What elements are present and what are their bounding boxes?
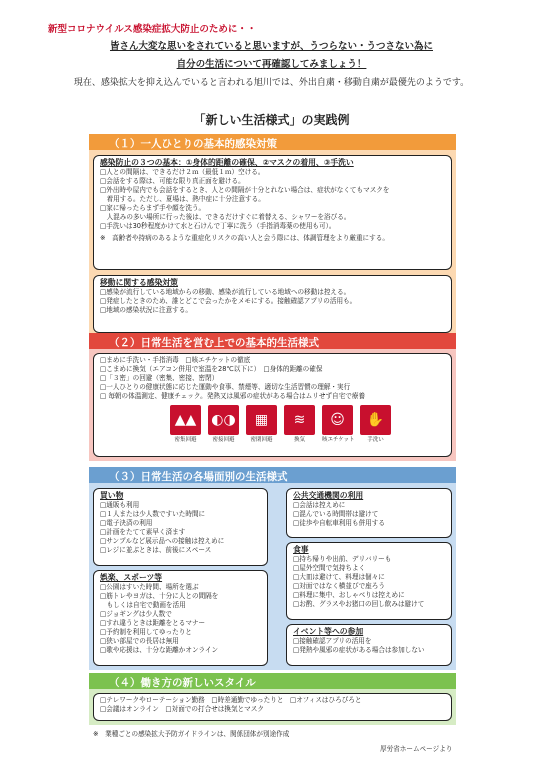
list-item: □歌や応援は、十分な距離かオンライン — [100, 646, 219, 654]
list-item: □混んでいる時間帯は避けて — [293, 510, 379, 518]
meals-box — [286, 542, 452, 620]
list-item: □ジョギングは少人数で — [100, 610, 172, 618]
shopping-box — [93, 488, 268, 566]
list-item: 人混みの多い場所に行った後は、できるだけすぐに着替える、シャワーを浴びる。 — [100, 213, 351, 221]
hand-wash-icon: ✋ 手洗い — [360, 405, 391, 445]
list-item: □筋トレやヨガは、十分に人との間隔を — [100, 592, 219, 600]
list-item: □「３密」の回避（密集、密接、密閉） — [100, 374, 219, 382]
list-item: □サンプルなど展示品への接触は控えめに — [100, 537, 225, 545]
infection-basics-title: 感染防止の３つの基本：①身体的距離の確保、②マスクの着用、③手洗い — [100, 158, 354, 167]
daily-life-box — [93, 353, 452, 457]
list-item: □発症したときのため、誰とどこで会ったかをメモにする。接触確認アプリの活用も。 — [100, 297, 357, 305]
list-item: □屋外空間で気持ちよく — [293, 564, 366, 572]
list-item: □対面ではなく横並びで座ろう — [293, 582, 385, 590]
cough-etiquette-icon: ☺ 咳エチケット — [322, 405, 353, 445]
list-item: □会話をする際は、可能な限り真正面を避ける。 — [100, 177, 245, 185]
intro-line-2: 自分の生活について再確認してみましょう！ — [176, 59, 367, 70]
shopping-title: 買い物 — [100, 491, 124, 500]
list-item: □すれ違うときは距離をとるマナー — [100, 619, 206, 627]
list-item: □ 毎朝の体温測定、健康チェック。発熱又は風邪の症状がある場合はムリせず自宅で療養 — [100, 392, 366, 400]
list-item: □家に帰ったらまず手や顔を洗う。 — [100, 204, 206, 212]
travel-measures-title: 移動に関する感染対策 — [100, 278, 178, 287]
infection-basics-box — [93, 155, 452, 270]
events-title: イベント等への参加 — [293, 627, 364, 636]
crowd-icon: ▲▲ 密集回避 — [170, 405, 201, 445]
events-box — [286, 624, 452, 666]
face-to-face-icon: ◐◑ 密接回避 — [208, 405, 239, 445]
list-item: もしくは自宅で動画を活用 — [100, 601, 186, 609]
list-item: □外出時や屋内でも会話をするとき、人との間隔が十分とれない場合は、症状がなくてもマスクを — [100, 186, 390, 194]
list-item: □こまめに換気（エアコン併用で室温を28℃以下に） □身体的距離の確保 — [100, 365, 323, 373]
list-item: □徒歩や自転車利用も併用する — [293, 519, 385, 527]
footer-source: 厚労省ホームページより — [380, 745, 453, 753]
list-item: □電子決済の利用 — [100, 519, 153, 527]
warning-heading: 新型コロナウイルス感染症拡大防止のために・・ — [48, 24, 257, 35]
list-item: □予約制を利用してゆったりと — [100, 628, 192, 636]
public-transport-box — [286, 488, 452, 538]
list-item: □計画をたてて素早く済ます — [100, 528, 186, 536]
travel-measures-box — [93, 275, 452, 333]
list-item: □会話は控えめに — [293, 501, 346, 509]
meals-title: 食事 — [293, 545, 309, 554]
list-item: □一人ひとりの健康状態に応じた運動や食事、禁煙等、適切な生活習慣の理解・実行 — [100, 383, 351, 391]
list-item: □まめに手洗い・手指消毒 □咳エチケットの徹底 — [100, 356, 251, 364]
list-item: ※ 高齢者や持病のあるような重症化リスクの高い人と会う際には、体調管理をより厳重にする。 — [100, 234, 389, 242]
intro-line-3: 現在、感染拡大を抑え込んでいると言われる旭川では、外出自粛・移動自粛が最優先のようです。 — [73, 78, 470, 88]
list-item: □手洗いは30秒程度かけて水と石けんで丁寧に洗う（手指消毒薬の使用も可）。 — [100, 222, 336, 230]
list-item: □１人または少人数ですいた時間に — [100, 510, 206, 518]
list-item: □大皿は避けて、料理は個々に — [293, 573, 385, 581]
list-item: □感染が流行している地域からの移動、感染が流行している地域への移動は控える。 — [100, 288, 351, 296]
list-item: □地域の感染状況に注意する。 — [100, 306, 192, 314]
list-item: □テレワークやローテーション勤務 □時差通勤でゆったりと □オフィスはひろびろと — [100, 696, 362, 704]
work-style-box — [93, 693, 452, 721]
list-item: □お酌、グラスやお猪口の回し飲みは避けて — [293, 600, 425, 608]
list-item: □狭い部屋での長居は無用 — [100, 637, 179, 645]
leisure-sports-title: 娯楽、スポーツ等 — [100, 573, 163, 582]
leisure-sports-box — [93, 570, 268, 666]
list-item: □接触確認アプリの活用を — [293, 637, 372, 645]
footer-note: ※ 業種ごとの感染拡大予防ガイドラインは、関係団体が別途作成 — [93, 730, 290, 738]
page-title: 「新しい生活様式」の実践例 — [193, 113, 350, 127]
list-item: □レジに並ぶときは、前後にスペース — [100, 546, 212, 554]
ventilation-icon: ≋ 換気 — [284, 405, 315, 445]
public-transport-title: 公共交通機関の利用 — [293, 491, 364, 500]
section-4-header: （４）働き方の新しいスタイル — [89, 673, 456, 689]
list-item: □料理に集中、おしゃべりは控えめに — [293, 591, 405, 599]
list-item: □発熱や風邪の症状がある場合は参加しない — [293, 646, 425, 654]
intro-line-1: 皆さん大変な思いをされていると思いますが、うつらない・うつさない為に — [109, 41, 433, 52]
section-3-header: （３）日常生活の各場面別の生活様式 — [89, 467, 456, 483]
section-1-header: （１）一人ひとりの基本的感染対策 — [89, 134, 456, 150]
list-item: 着用する。ただし、夏場は、熱中症に十分注意する。 — [100, 195, 265, 203]
list-item: □人との間隔は、できるだけ２ｍ（最低１ｍ）空ける。 — [100, 168, 265, 176]
list-item: □公園はすいた時間、場所を選ぶ — [100, 583, 199, 591]
list-item: □通販も利用 — [100, 501, 140, 509]
section-2-header: （２）日常生活を営む上での基本的生活様式 — [89, 333, 456, 349]
list-item: □持ち帰りや出前、デリバリーも — [293, 555, 392, 563]
closed-room-icon: ▦ 密閉回避 — [246, 405, 277, 445]
list-item: □会議はオンライン □対面での打合せは換気とマスク — [100, 705, 264, 713]
